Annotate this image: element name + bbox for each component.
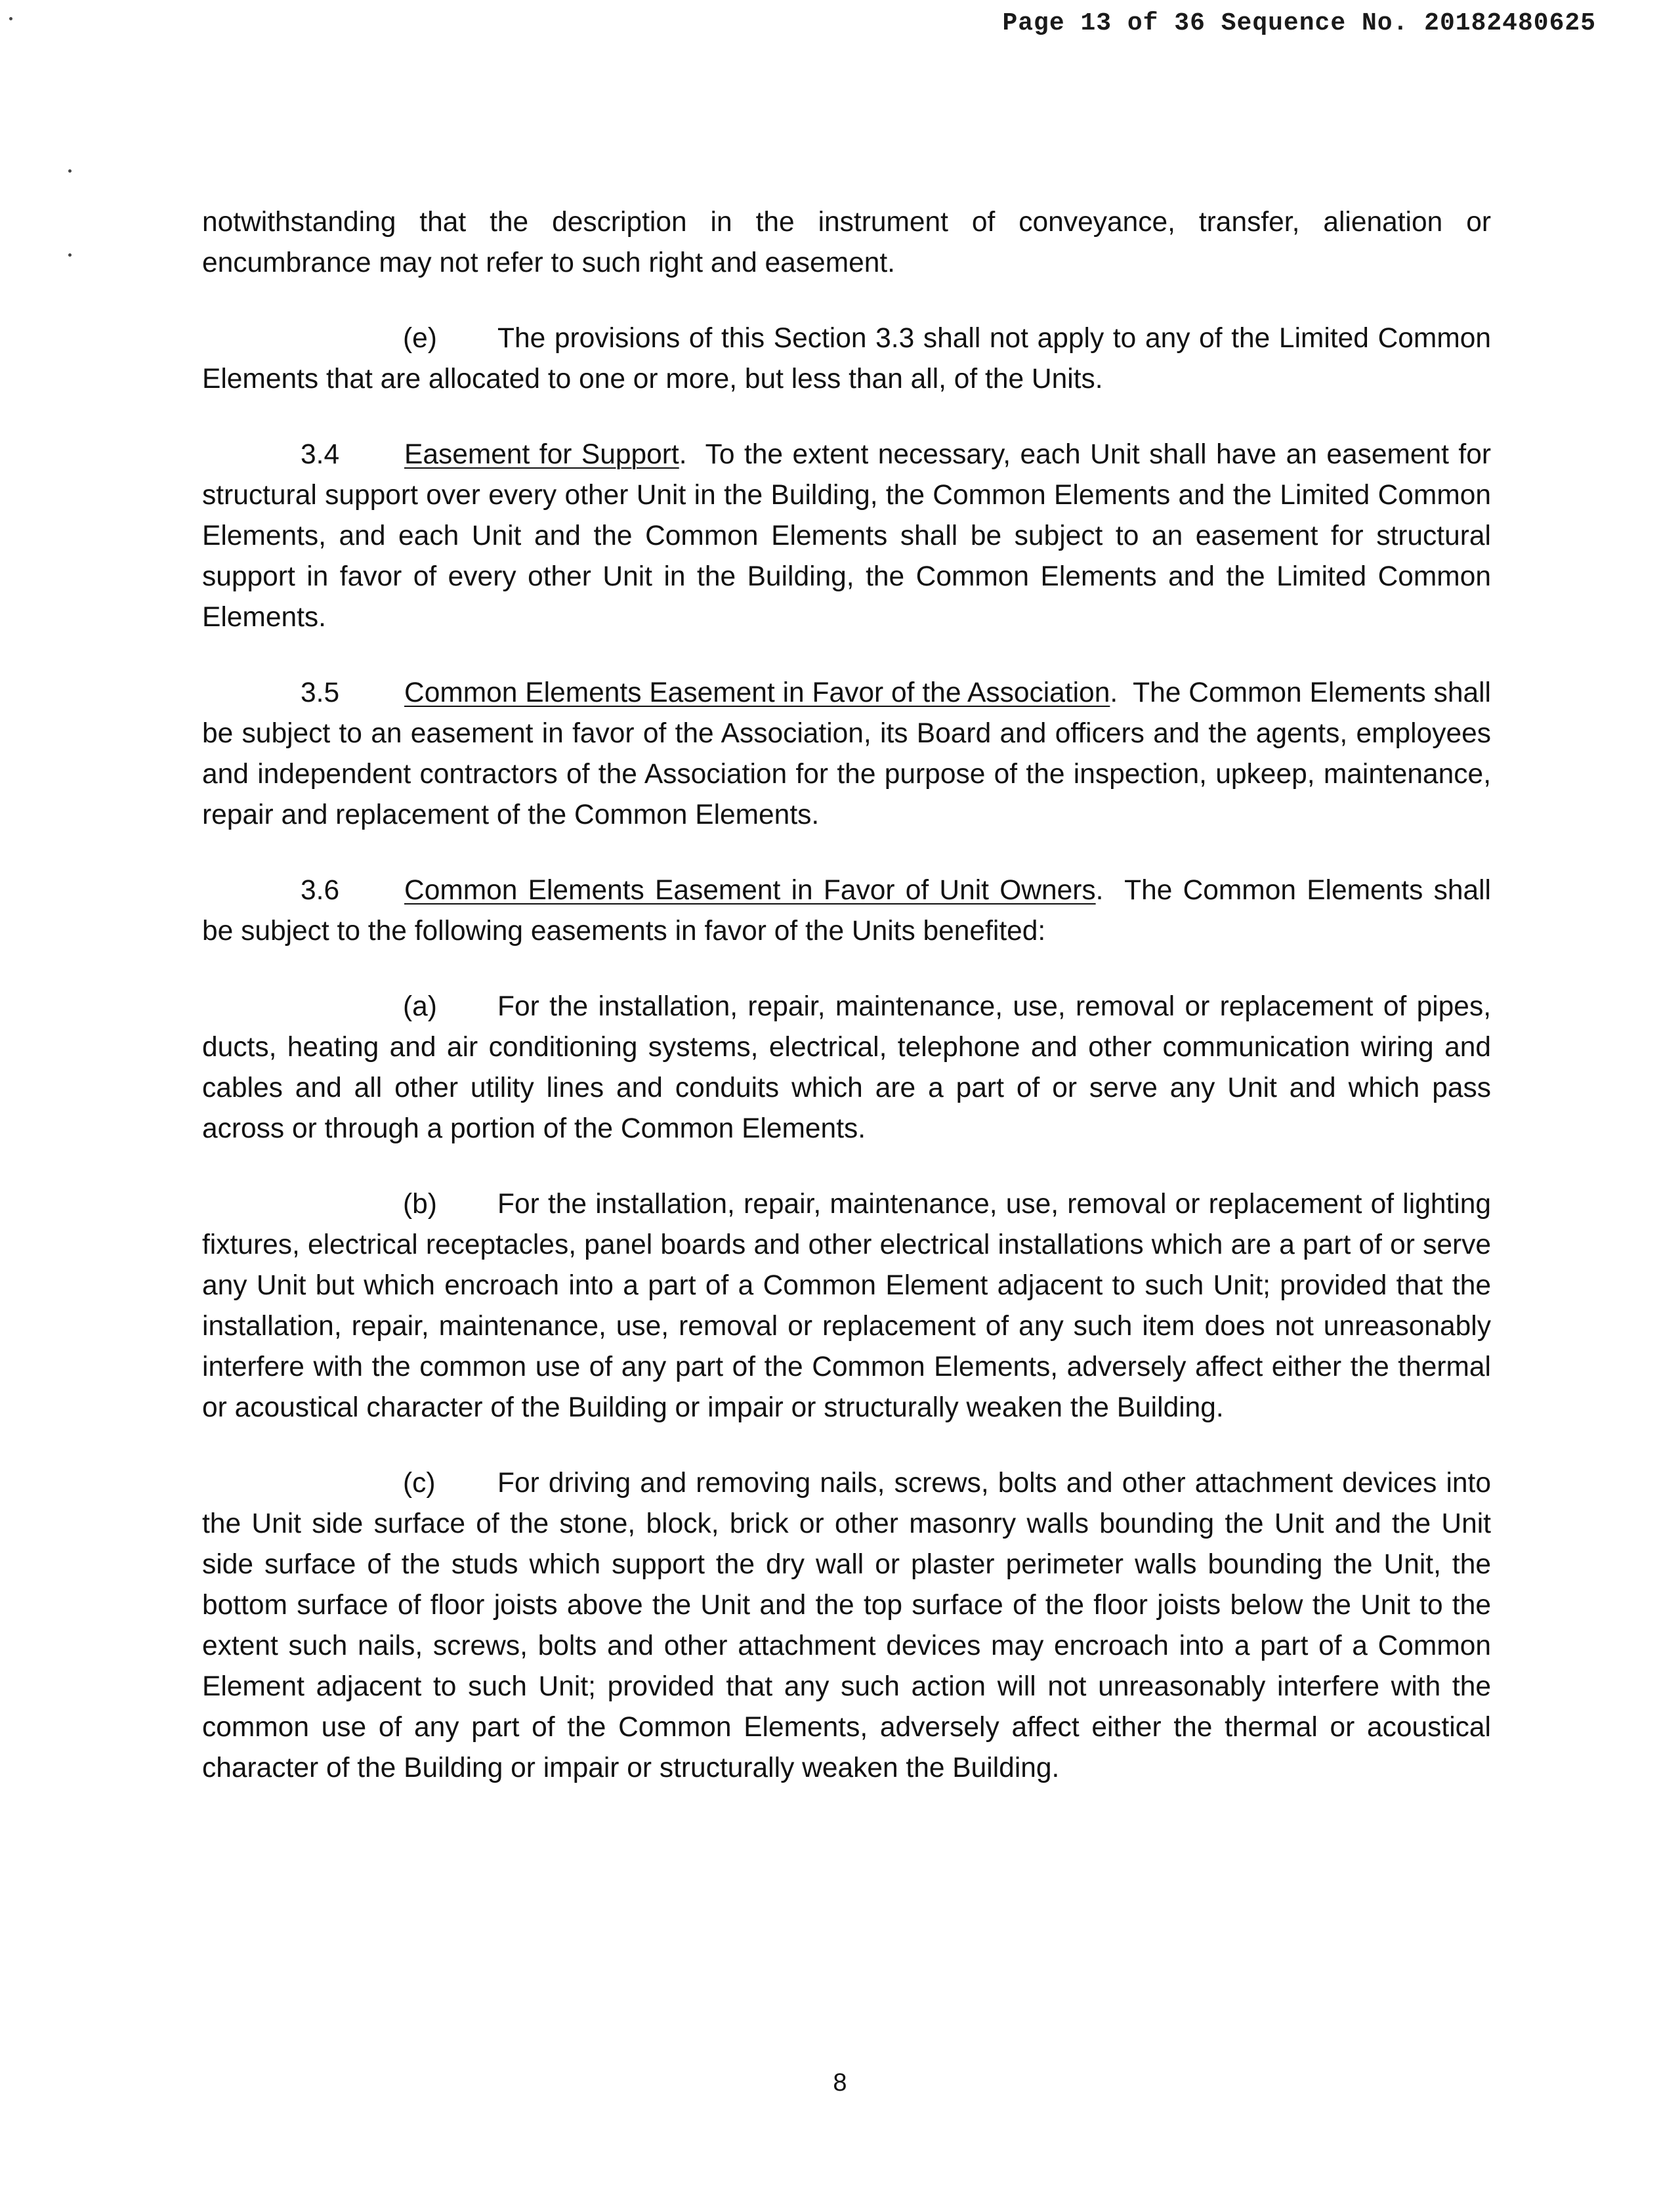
paragraph-text: For the installation, repair, maintenance, use, removal or replacement of lighting fixtures, electrical receptacles, panel boards and other electrical installations which are a part of or serve any Unit but which encroach into a part of a Common Element adjacent to such Unit; provided that the installation, repair, maintenance, use, removal or replacement of any such item does not unreasonably interfere with the common use of any part of the Common Elements, adversely affect either the thermal or acoustical character of the Building or impair or structurally weaken the Building. [202, 1189, 1491, 1423]
document-body [202, 202, 1491, 1823]
paragraph-section-3-4: 3.4 Easement for Support. To the extent necessary, each Unit shall have an easement for structural support over every other Unit in the Building, the Common Elements and the Limited Common Elements, and each Unit and the Common Elements shall be subject to an easement for structural support in favor of every other Unit in the Building, the Common Elements and the Limited Common Elements. [202, 435, 1491, 638]
scan-speck [68, 169, 72, 173]
paragraph-subsection-b [202, 1184, 1491, 1428]
subsection-label: (e) [403, 323, 437, 354]
section-heading: Common Elements Easement in Favor of Unit Owners [404, 875, 1096, 906]
scan-speck [9, 17, 12, 20]
subsection-label: (a) [403, 991, 437, 1022]
paragraph-text: To the extent necessary, each Unit shall have an easement for structural support over every other Unit in the Building, the Common Elements and the Limited Common Elements, and each Unit and the Common Elements shall be subject to an easement for structural support in favor of every other Unit in the Building, the Common Elements and the Limited Common Elements. [202, 439, 1492, 633]
paragraph-text: The provisions of this Section 3.3 shall not apply to any of the Limited Common Elements that are allocated to one or more, but less than all, of the Units. [202, 323, 1491, 394]
paragraph-subsection-a [202, 987, 1491, 1149]
paragraph-text: notwithstanding that the description in the instrument of conveyance, transfer, alienation or encumbrance may not refer to such right and easement. [202, 207, 1491, 278]
section-number: 3.5 [301, 677, 340, 708]
scan-speck [68, 253, 72, 257]
paragraph-text: The Common Elements shall be subject to the following easements in favor of the Units benefited: [202, 875, 1491, 947]
paragraph-subsection-e [202, 318, 1491, 400]
section-number: 3.4 [301, 439, 340, 470]
paragraph-text: For the installation, repair, maintenance, use, removal or replacement of pipes, ducts, heating and air conditioning systems, electrical, telephone and other communication wiring and cables and all other utility lines and conduits which are a part of or serve any Unit and which pass across or through a portion of the Common Elements. [202, 991, 1491, 1144]
section-heading: Easement for Support [404, 439, 679, 470]
paragraph-section-3-6: 3.6 Common Elements Easement in Favor of Unit Owners. The Common Elements shall be subject to the following easements in favor of the Units benefited: [202, 870, 1491, 952]
subsection-label: (c) [403, 1468, 436, 1499]
paragraph-continuation [202, 202, 1491, 284]
page-header: Page 13 of 36 Sequence No. 20182480625 [1002, 9, 1596, 37]
section-heading: Common Elements Easement in Favor of the Association [404, 677, 1110, 708]
paragraph-text: The Common Elements shall be subject to an easement in favor of the Association, its Board and officers and the agents, employees and independent contractors of the Association for the purpose of the inspection, upkeep, maintenance, repair and replacement of the Common Elements. [202, 677, 1491, 830]
paragraph-section-3-5: 3.5 Common Elements Easement in Favor of the Association. The Common Elements shall be subject to an easement in favor of the Association, its Board and officers and the agents, employees and independent contractors of the Association for the purpose of the inspection, upkeep, maintenance, repair and replacement of the Common Elements. [202, 673, 1491, 836]
page-number: 8 [833, 2069, 847, 2097]
subsection-label: (b) [403, 1189, 437, 1220]
paragraph-text: For driving and removing nails, screws, bolts and other attachment devices into the Unit side surface of the stone, block, brick or other masonry walls bounding the Unit and the Unit side surface of the studs which support the dry wall or plaster perimeter walls bounding the Unit, the bottom surface of floor joists above the Unit and the top surface of the floor joists below the Unit to the extent such nails, screws, bolts and other attachment devices may encroach into a part of a Common Element adjacent to such Unit; provided that any such action will not unreasonably interfere with the common use of any part of the Common Elements, adversely affect either the thermal or acoustical character of the Building or impair or structurally weaken the Building. [202, 1468, 1491, 1783]
paragraph-subsection-c [202, 1463, 1491, 1789]
section-number: 3.6 [301, 875, 340, 906]
